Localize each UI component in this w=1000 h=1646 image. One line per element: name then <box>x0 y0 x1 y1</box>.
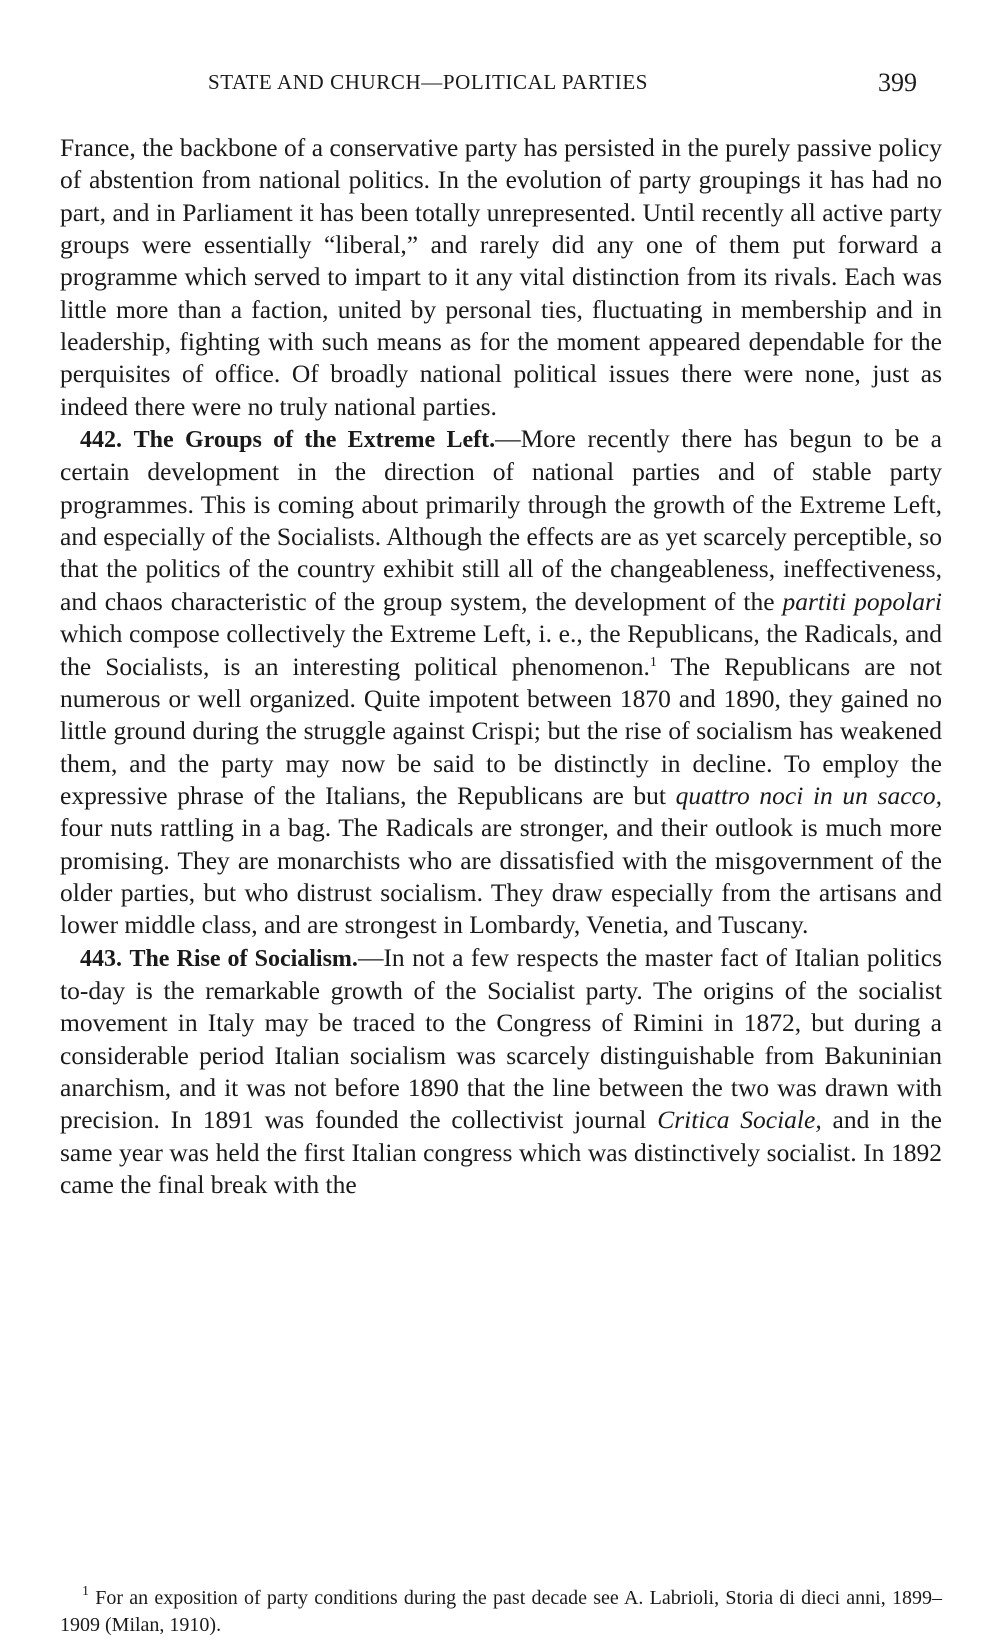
italic-phrase: quattro noci in un sacco, <box>675 780 942 810</box>
section-title: The Rise of Socialism. <box>129 945 358 972</box>
footnote-ref: 1 <box>649 654 657 670</box>
running-title: STATE AND CHURCH—POLITICAL PARTIES <box>208 70 649 94</box>
footnote-marker: 1 <box>82 1584 89 1599</box>
running-header <box>0 70 1000 110</box>
footnote <box>60 1585 942 1639</box>
footnote-text: For an exposition of party conditions during the past decade see A. Labrioli, Storia di dieci anni, 1899–1909 (Milan, 1910). <box>60 1587 942 1636</box>
section-text: and in the same year was held the first Italian congress which was distinctively socialist. In 1892 came the final break with the <box>60 1105 942 1199</box>
section-text: four nuts rattling in a bag. The Radicals are stronger, and their outlook is much more promising. They are monarchists who are dissatisfied with the misgovernment of the older parties, but who distrust socialism. They draw especially from the artisans and lower middle class, and are strongest in Lombardy, Venetia, and Tuscany. <box>60 813 942 940</box>
section-text: The Republicans are not numerous or well organized. Quite impotent between 1870 and 1890, they gained no little ground during the struggle against Crispi; but the rise of socialism has weakened them, and the party may now be said to be distinctly in decline. To employ the expressive phrase of the Italians, the Republicans are but <box>60 651 942 810</box>
section-443 <box>60 942 942 1202</box>
paragraph-continued <box>60 132 942 423</box>
section-text: —More recently there has begun to be a certain development in the direction of national parties and of stable party programmes. This is coming about primarily through the growth of the Extreme Left, and especially of the Socialists. Although the effects are as yet scarcely perceptible, so that the politics of the country exhibit still all of the changeableness, ineffectiveness, and chaos characteristic of the group system, the development of the <box>60 424 943 616</box>
page-number: 399 <box>878 68 917 97</box>
section-text: —In not a few respects the master fact of Italian politics to-day is the remarkable growth of the Socialist party. The origins of the socialist movement in Italy may be traced to the Congress of Rimini in 1872, but during a considerable period Italian socialism was scarcely distinguishable from Bakuninian anarchism, and it was not before 1890 that the line between the two was drawn with precision. In 1891 was founded the collectivist journal <box>60 942 943 1135</box>
section-442 <box>60 423 942 942</box>
paragraph-text: France, the backbone of a conservative party has persisted in the purely passive policy of abstention from national politics. In the evolution of party groupings it has had no part, and in Parliament it has been totally unrepresented. Until recently all active party groups were essentially “liberal,” and rarely did any one of them put forward a programme which served to impart to it any vital distinction from its rivals. Each was little more than a faction, united by personal ties, fluctuating in membership and in leadership, fighting with such means as for the moment appeared dependable for the perquisites of office. Of broadly national political issues there were none, just as indeed there were no truly national parties. <box>60 133 942 421</box>
italic-phrase: Critica Sociale, <box>657 1105 822 1135</box>
section-number: 442. <box>80 427 122 454</box>
italic-phrase: partiti popolari <box>782 586 942 616</box>
body-text <box>60 132 942 1201</box>
section-number: 443. <box>80 945 122 972</box>
section-title: The Groups of the Extreme Left. <box>133 427 496 454</box>
section-text: which compose collectively the Extreme Left, i. e., the Republicans, the Radicals, and the Socialists, is an interesting political phenomenon. <box>60 619 942 681</box>
